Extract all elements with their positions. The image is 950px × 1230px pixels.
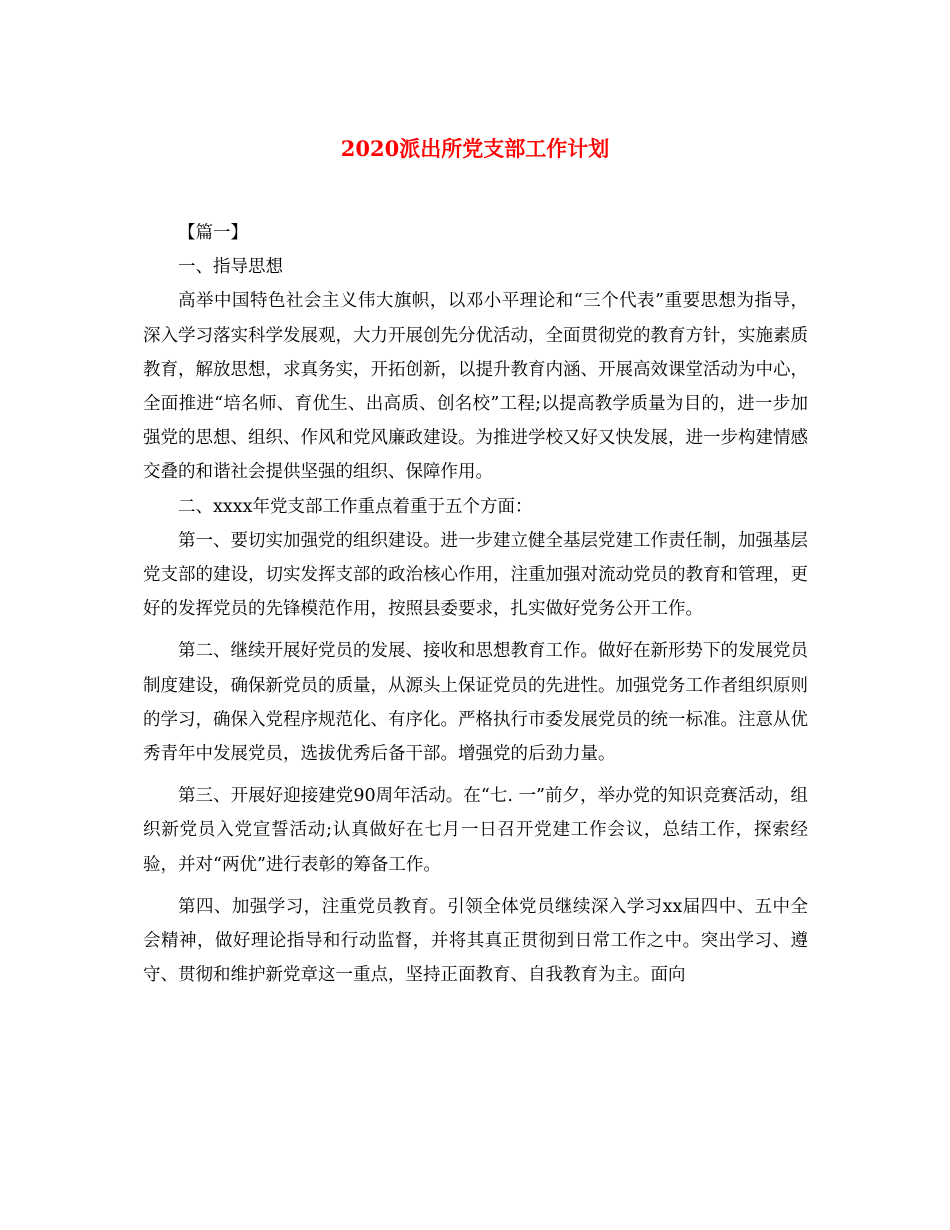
heading-work-focus: 二、xxxx年党支部工作重点着重于五个方面：: [178, 496, 533, 517]
paragraph-guiding-ideology: 高举中国特色社会主义伟大旗帜，以邓小平理论和“三个代表”重要思想为指导，深入学习落实科学发展观，大力开展创先分优活动，全面贯彻党的教育方针，实施素质教育，解放思想，求真务实，开拓创新，以提升教育内涵、开展高效课堂活动为中心，全面推进“培名师、育优生、出高质、创名校”工程;以提高教学质量为目的，进一步加强党的思想、组织、作风和党风廉政建设。为推进学校又好又快发展，进一步构建情感交叠的和谐社会提供坚强的组织、保障作用。: [143, 291, 808, 483]
paragraph-third: 第三、开展好迎接建党90周年活动。在“七. 一”前夕，举办党的知识竞赛活动，组织新党员入党宣誓活动;认真做好在七月一日召开党建工作会议，总结工作，探索经验，并对“两优”进行表彰的筹备工作。: [143, 786, 808, 875]
heading-guiding-ideology: 一、指导思想: [178, 257, 283, 278]
document-body: [143, 216, 808, 992]
paragraph-fourth: 第四、加强学习，注重党员教育。引领全体党员继续深入学习xx届四中、五中全会精神，做好理论指导和行动监督，并将其真正贯彻到日常工作之中。突出学习、遵守、贯彻和维护新党章这一重点，坚持正面教育、自我教育为主。面向: [143, 896, 808, 986]
document-title: 2020派出所党支部工作计划: [340, 136, 610, 161]
section-marker: 【篇一】: [178, 223, 248, 243]
paragraph-second: 第二、继续开展好党员的发展、接收和思想教育工作。做好在新形势下的发展党员制度建设，确保新党员的质量，从源头上保证党员的先进性。加强党务工作者组织原则的学习，确保入党程序规范化、有序化。严格执行市委发展党员的统一标准。注意从优秀青年中发展党员，选拔优秀后备干部。增强党的后劲力量。: [143, 641, 808, 765]
paragraph-first: 第一、要切实加强党的组织建设。进一步建立健全基层党建工作责任制，加强基层党支部的建设，切实发挥支部的政治核心作用，注重加强对流动党员的教育和管理，更好的发挥党员的先锋模范作用，按照县委要求，扎实做好党务公开工作。: [143, 530, 808, 620]
